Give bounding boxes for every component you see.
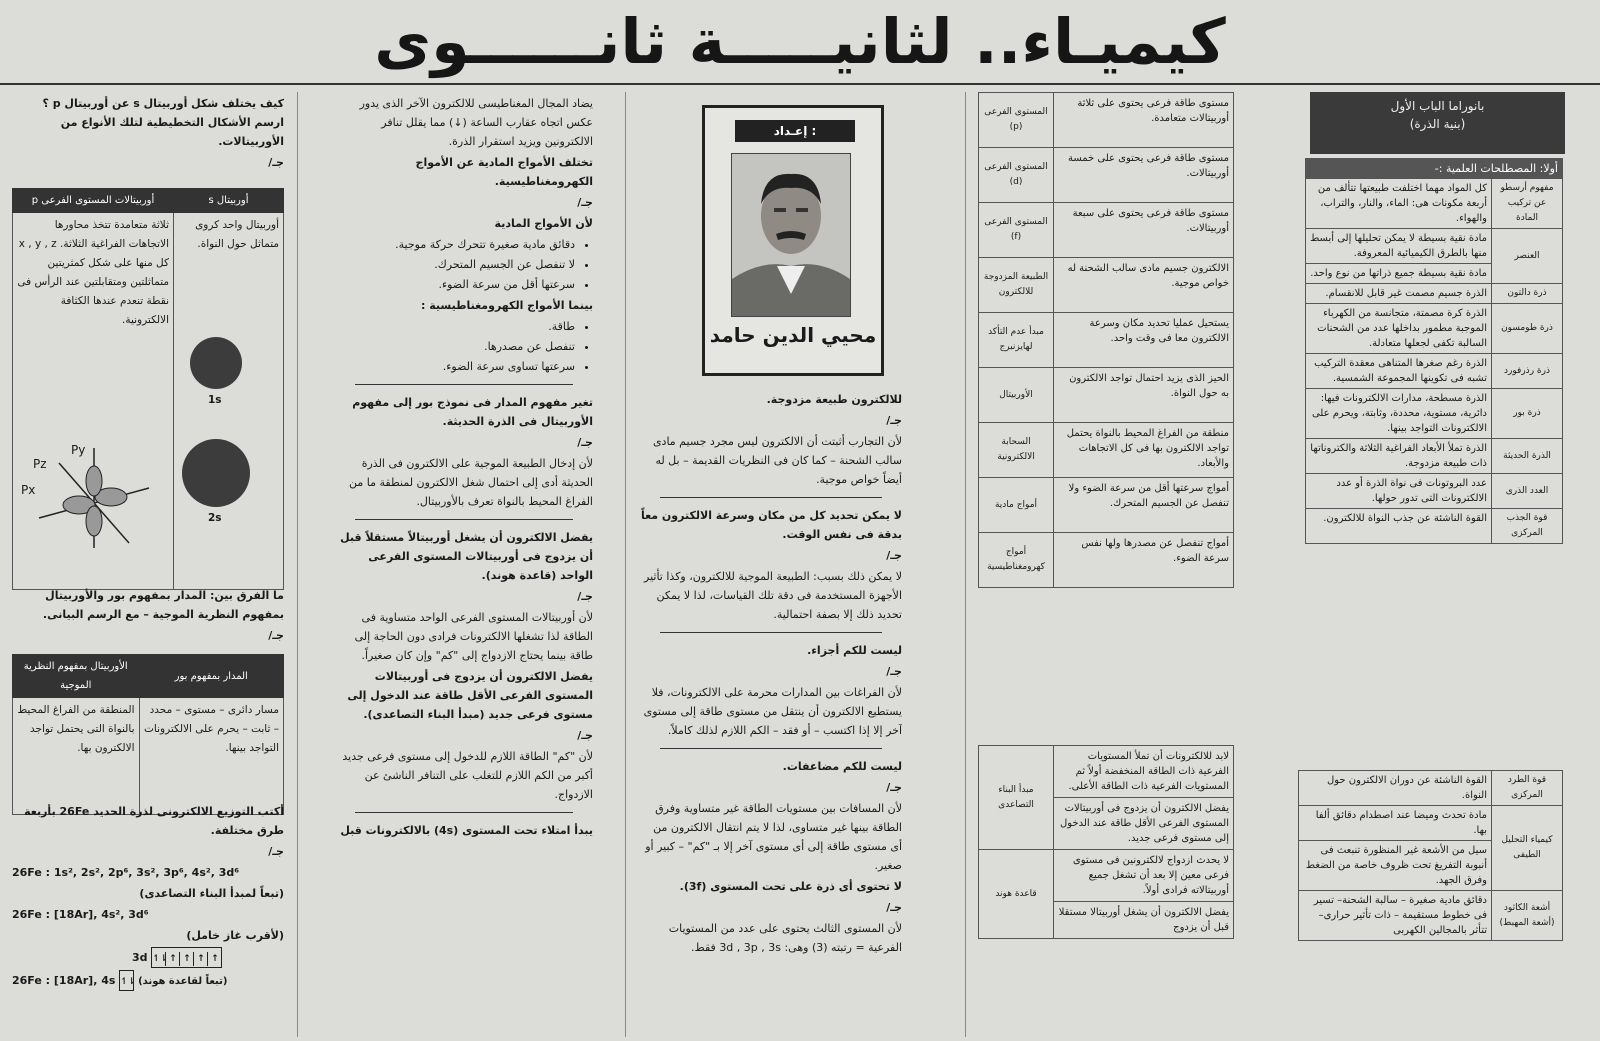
answer-label: جـ/	[268, 845, 284, 858]
orbital-box-group: ↿⇂ ↑ ↑ ↑ ↑	[151, 947, 222, 968]
divider	[660, 748, 882, 749]
electron-config-3: 26Fe : [18Ar], 4s ↿⇂ (تبعاً لقاعدة هوند)	[12, 970, 284, 991]
config-note: (تبعاً لمبدأ البناء التصاعدى)	[139, 887, 284, 900]
question-text: ما الفرق بين: المدار بمفهوم بور والأوربيتال بمفهوم النظرية الموجية – مع الرسم البيانى.	[42, 589, 284, 621]
table-row: مستوى طاقة فرعى يحتوى على سبعة أوربيتالات. المستوى الفرعى (f)	[979, 203, 1234, 258]
material-waves-title: لأن الأمواج المادية	[494, 217, 593, 230]
table-row: الحيز الذى يزيد احتمال تواجد الالكترون به حول النواة. الأوربيتال	[979, 368, 1234, 423]
masthead-title: كيميـاء.. لثانيـــــة ثانــــــوى	[374, 5, 1226, 78]
divider	[660, 632, 882, 633]
author-photo	[731, 153, 851, 317]
panorama-terms-table-2	[1298, 770, 1563, 941]
panorama-section-heading: أولا: المصطلحات العلمية :-	[1306, 159, 1563, 179]
table-row: أشعة الكاثود (أشعة المهبط) دقائق مادية صغيرة – سالبة الشحنة– تسير فى خطوط مستقيمة – ذات تأثير حرارى– تتأثر بالمجالين الكهربى	[1299, 891, 1563, 941]
table-row: لا يحدث ازدواج لالكترونين فى مستوى فرعى معين إلا بعد أن تشغل جميع أوربيتالاته فرادى أولاً. قاعدة هوند	[979, 850, 1234, 902]
definitions-table	[978, 92, 1234, 588]
left-column-mid	[12, 584, 284, 652]
table-row: أمواج تنفصل عن مصدرها ولها نفس سرعة الضوء. أمواج كهرومغناطيسية	[979, 533, 1234, 588]
answer-label: جـ/	[886, 901, 902, 914]
table-row: العنصر مادة نقية بسيطة لا يمكن تحليلها إلى أبسط منها بالطرق الكيميائية المعروفة.	[1306, 229, 1563, 264]
orbital-box-4s: ↿⇂	[119, 970, 134, 991]
question-text: للالكترون طبيعة مزدوجة.	[766, 393, 902, 406]
label-pz: Pz	[33, 457, 47, 471]
answer-text: لأن المستوى الثالث يحتوى على عدد من المستويات الفرعية = رتبته (3) وهى: 3d , 3p , 3s فقط.	[668, 922, 902, 954]
label-3d: 3d	[132, 951, 148, 964]
table-row: الذرة الحديثة الذرة تملأ الأبعاد الفراغية الثلاثة والكتروناتها ذات طبيعة مزدوجة.	[1306, 439, 1563, 474]
answer-label: جـ/	[886, 781, 902, 794]
em-waves-list	[335, 317, 593, 376]
answer-text: لأن الفراغات بين المدارات محرمة على الالكترونات، فلا يستطيع الالكترون أن ينتقل من مستوى طاقة إلى مستوى آخر إلا إذا اكتسب – أو فقد – الكم اللازم لذلك كاملاً.	[643, 686, 902, 737]
panorama-title: بانوراما الباب الأول	[1390, 99, 1485, 113]
list-item: • لا تنفصل عن الجسيم المتحرك.	[335, 255, 575, 274]
config-note: (لأقرب غاز خامل)	[186, 929, 284, 942]
table-row: مادة نقية بسيطة جميع ذراتها من نوع واحد.	[1306, 264, 1563, 284]
answer-label: جـ/	[577, 590, 593, 603]
table-row: سيل من الأشعة غير المنظورة تنبعث فى أنبوبة التفريغ تحت ظروف خاصة من الضغط وفرق الجهد.	[1299, 841, 1563, 891]
question-text: ليست للكم مضاعفات.	[782, 760, 902, 773]
em-waves-title: بينما الأمواج الكهرومغناطيسية :	[421, 299, 593, 312]
answer-text: لأن أوربيتالات المستوى الفرعى الواحد متساوية فى الطاقة لذا تشغلها الالكترونات فرادى دون الحاجة إلى طاقة بينما يحتاج الازدواج إلى "كم" وإن كان صغيراً.	[354, 611, 593, 662]
table-row: لابد للالكترونات أن تملأ المستويات الفرعية ذات الطاقة المنخفضة أولاً ثم المستويات الفرعية ذات الطاقة الأعلى. مبدأ البناء التصاعدى	[979, 746, 1234, 798]
table-row: ذرة رذرفورد الذرة رغم صغرها المتناهى معقدة التركيب تشبه فى تكوينها المجموعة الشمسية.	[1306, 354, 1563, 389]
question-text: أكتب التوزيع الالكترونى لذرة الحديد 26Fe بأربعة طرق مختلفة.	[24, 805, 284, 837]
label-2s: 2s	[208, 512, 222, 524]
question-text: ليست للكم أجزاء.	[807, 644, 902, 657]
table-row: مفهوم أرسطو عن تركيب المادة كل المواد مهما اختلفت طبيعتها تتألف من أربعة مكونات هى: الماء، والنار، والتراب، والهواء.	[1306, 179, 1563, 229]
answer-label: جـ/	[577, 196, 593, 209]
question-text: يبدأ امتلاء تحت المستوى (4s) بالالكترونات قبل	[340, 824, 593, 837]
divider	[355, 812, 573, 813]
s-orbital-text: أوربيتال واحد كروى متماثل حول النواة.	[195, 219, 279, 250]
author-box	[702, 105, 884, 376]
list-item: • سرعتها أقل من سرعة الضوء.	[335, 275, 575, 294]
table-row: منطقة من الفراغ المحيط بالنواة يحتمل تواجد الالكترون بها فى كل الاتجاهات والأبعاد. السحابة الالكترونية	[979, 423, 1234, 478]
table-row: قوة الجذب المركزى القوة الناشئة عن جذب النواة للالكترون.	[1306, 509, 1563, 544]
table-row: مستوى طاقة فرعى يحتوى على خمسة أوربيتالات. المستوى الفرعى (d)	[979, 148, 1234, 203]
column-divider	[297, 92, 298, 1037]
column-header: أوربيتال s	[174, 189, 284, 213]
question-text: كيف يختلف شكل أوربيتال s عن أوربيتال p ؟ ارسم الأشكال التخطيطية لتلك الأنواع من الأوربيتالات.	[42, 97, 284, 148]
table-row: يفضل الالكترون أن يشغل أوربيتالا مستقلا قبل أن يزدوج	[979, 902, 1234, 939]
top-rule	[0, 83, 1600, 85]
divider	[660, 497, 882, 498]
table-row: كيمياء التحليل الطيفى مادة تحدث وميضا عند اصطدام دقائق ألفا بها.	[1299, 806, 1563, 841]
answer-label: جـ/	[886, 549, 902, 562]
question-text: يفضل الالكترون أن يشغل أوربيتالاً مستقلاً قبل أن يزدوج فى أوربيتالات المستوى الفرعى الواحد (قاعدة هوند).	[340, 531, 593, 582]
divider	[355, 519, 573, 520]
table-row: الالكترون جسيم مادى سالب الشحنة له خواص موجية. الطبيعة المزدوجة للالكترون	[979, 258, 1234, 313]
electron-config-1: 26Fe : 1s², 2s², 2p⁶, 3s², 3p⁶, 4s², 3d⁶	[12, 866, 240, 879]
label-px: Px	[21, 483, 36, 497]
prepared-by-label: إعـداد :	[735, 120, 855, 142]
question-text: تغير مفهوم المدار فى نموذج بور إلى مفهوم الأوربيتال فى الذرة الحديثة.	[352, 396, 593, 428]
table-row	[13, 213, 284, 590]
list-item: • دقائق مادية صغيرة تتحرك حركة موجية.	[335, 235, 575, 254]
answer-label: جـ/	[886, 665, 902, 678]
answer-label: جـ/	[886, 414, 902, 427]
question-text: تختلف الأمواج المادية عن الأمواج الكهرومغناطيسية.	[415, 156, 593, 188]
answer-label: جـ/	[577, 729, 593, 742]
left-column-bottom	[12, 800, 284, 1032]
question-text: يفضل الالكترون أن يزدوج فى أوربيتالات المستوى الفرعى الأقل طاقة عند الدخول إلى مستوى فرعى جديد (مبدأ البناء التصاعدى).	[347, 670, 593, 721]
table-row: ذرة دالتون الذرة جسيم مصمت غير قابل للانقسام.	[1306, 284, 1563, 304]
left-column-top	[12, 92, 284, 187]
answer-label: جـ/	[577, 436, 593, 449]
orbital-boxes-3d	[12, 947, 284, 968]
paragraph-text: يضاد المجال المغناطيسى للالكترون الآخر الذى يدور عكس اتجاه عقارب الساعة (↓) مما يقلل تنافر الالكترونين ويزيد استقرار الذرة.	[359, 97, 593, 148]
panorama-subtitle: (بنية الذرة)	[1409, 117, 1466, 131]
answer-text: لأن التجارب أثبتت أن الالكترون ليس مجرد جسيم مادى سالب الشحنة – كما كان فى النظريات القديمة – بل له أيضاً خواص موجية.	[652, 435, 902, 486]
mid-column	[335, 92, 593, 1037]
definitions-table-2	[978, 745, 1234, 939]
panorama-header	[1310, 92, 1565, 154]
label-py: Py	[71, 443, 86, 457]
table-row: مسار دائرى – مستوى – محدد – ثابت – يحرم على الالكترونات التواجد بينها. المنطقة من الفراغ المحيط بالنواة التى يحتمل تواجد الالكترون بها.	[13, 698, 284, 815]
answer-text: لأن المسافات بين مستويات الطاقة غير متساوية وفرق الطاقة بينها غير متساوى، لذا لا يتم انتقال الالكترون من أى مستوى طاقة إلى أى مستوى آخر إلا بـ "كم" – كبير أو صغير.	[645, 802, 902, 872]
answer-label: جـ/	[268, 629, 284, 642]
question-text: لا يمكن تحديد كل من مكان وسرعة الالكترون معاً بدقة فى نفس الوقت.	[640, 509, 902, 541]
table-row: أمواج سرعتها أقل من سرعة الضوء ولا تنفصل عن الجسيم المتحرك. أمواج مادية	[979, 478, 1234, 533]
column-header: المدار بمفهوم بور	[139, 655, 284, 698]
table-row: قوة الطرد المركزى القوة الناشئة عن دوران الالكترون حول النواة.	[1299, 771, 1563, 806]
answer-label: جـ/	[268, 156, 284, 169]
divider	[355, 384, 573, 385]
question-text: لا تحتوى أى ذرة على تحت المستوى (3f).	[679, 880, 902, 893]
s-orbital-diagram	[178, 333, 274, 563]
table-row: مستوى طاقة فرعى يحتوى على ثلاثة أوربيتالات متعامدة. المستوى الفرعى (p)	[979, 93, 1234, 148]
column-header: أوربيتالات المستوى الفرعى p	[13, 189, 174, 213]
s-p-orbitals-table	[12, 188, 284, 590]
table-row: ذرة بور الذرة مسطحة، مدارات الالكترونات فيها: دائرية، مستوية، محددة، وثابتة، ويحرم على الالكترونات التواجد بينها.	[1306, 389, 1563, 439]
column-divider	[625, 92, 626, 1037]
column-divider	[965, 92, 966, 1037]
answer-text: لا يمكن ذلك بسبب: الطبيعة الموجية للالكترون، وكذا تأثير الأجهزة المستخدمة فى دقة تلك القياسات، لذا لا يمكن تحديد ذلك إلا بصفة احتمالية.	[644, 570, 902, 621]
center-column	[640, 388, 902, 959]
list-item: • تنفصل عن مصدرها.	[335, 337, 575, 356]
table-row: يفضل الالكترون أن يزدوج فى أوربيتالات المستوى الفرعى الأقل طاقة عند الدخول إلى مستوى فرعى جديد.	[979, 798, 1234, 850]
answer-text: لأن إدخال الطبيعة الموجية على الالكترون فى الذرة الحديثة أدى إلى احتمال شغل الالكترون لمنطقة ما من الفراغ المحيط بالنواة تعرف بالأوربيتال.	[349, 457, 593, 508]
table-row: العدد الذرى عدد البروتونات فى نواة الذرة أو عدد الالكترونات التى تدور حولها.	[1306, 474, 1563, 509]
orbit-vs-orbital-table	[12, 654, 284, 815]
author-name: محيي الدين حامد	[709, 323, 877, 347]
column-header: الأوربيتال بمفهوم النظرية الموجية	[13, 655, 140, 698]
list-item: • طاقة.	[335, 317, 575, 336]
table-row: يستحيل عمليا تحديد مكان وسرعة الالكترون معا فى وقت واحد. مبدأ عدم التأكد لهايزنبرج	[979, 313, 1234, 368]
panorama-terms-table	[1305, 158, 1563, 544]
label-1s: 1s	[208, 394, 222, 406]
list-item: • سرعتها تساوى سرعة الضوء.	[335, 357, 575, 376]
p-orbital-text: ثلاثة متعامدة تتخذ محاورها الاتجاهات الفراغية الثلاثة. x , y , z كل منها على شكل كمثريتين متماثلتين ومتقابلتين عند الرأس فى نقطة تنعدم عندها الكثافة الالكترونية.	[17, 219, 169, 326]
table-row: ذرة طومسون الذرة كرة مصمتة، متجانسة من الكهرباء الموجبة مطمور بداخلها عدد من الشحنات السالبة تكفى لجعلها متعادلة.	[1306, 304, 1563, 354]
masthead	[330, 0, 1270, 84]
electron-config-2: 26Fe : [18Ar], 4s², 3d⁶	[12, 908, 149, 921]
answer-text: لأن "كم" الطاقة اللازم للدخول إلى مستوى فرعى جديد أكبر من الكم اللازم للتغلب على التنافر الناشئ عن الازدواج.	[342, 750, 593, 801]
material-waves-list	[335, 235, 593, 294]
